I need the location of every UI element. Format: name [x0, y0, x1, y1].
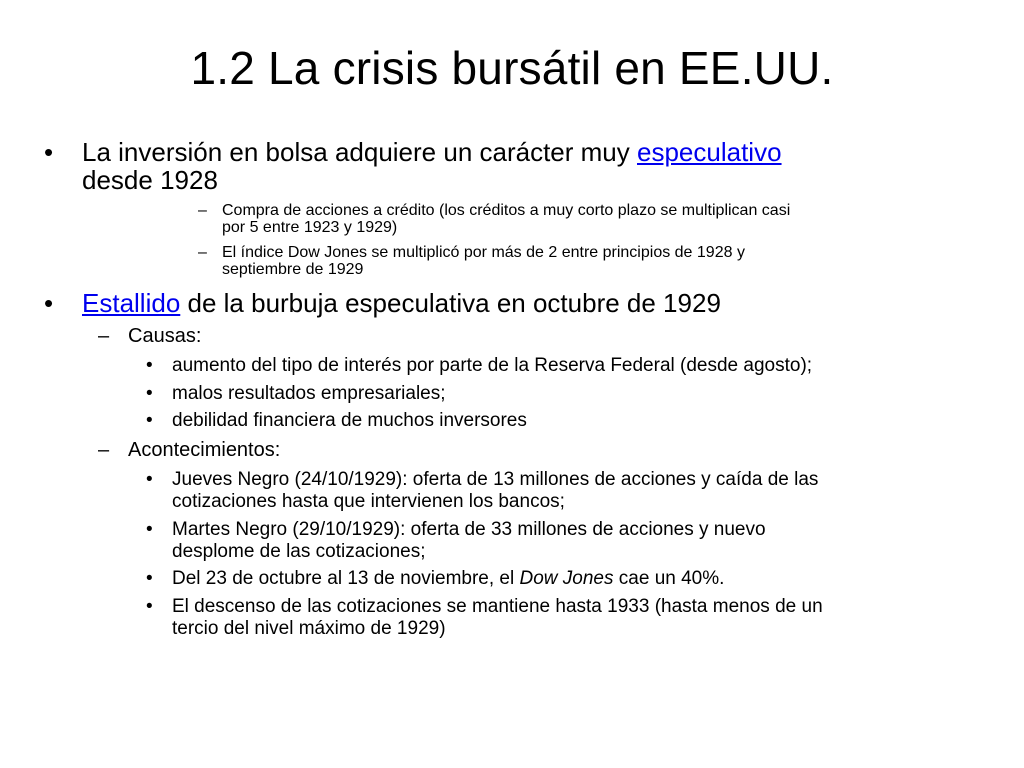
event-item-decline [146, 596, 982, 640]
credit-text-line2: por 5 entre 1923 y 1929) [222, 219, 398, 236]
burst-text: de la burbuja especulativa en octubre de 1929 [180, 288, 721, 318]
bullet-dot-icon: • [146, 355, 153, 376]
event-item-dow-drop [146, 568, 982, 590]
bullet-dash-icon: – [198, 244, 207, 261]
sub-item-credit [198, 202, 982, 236]
event-text-post: cae un 40%. [613, 568, 725, 589]
event-text-line2: desplome de las cotizaciones; [172, 541, 426, 562]
cause-text: aumento del tipo de interés por parte de la Reserva Federal (desde agosto); [172, 355, 813, 376]
sub-item-dow [198, 244, 982, 278]
sub-heading-causes [98, 325, 978, 347]
slide-title: 1.2 La crisis bursátil en EE.UU. [190, 42, 834, 94]
event-text-dowjones: Dow Jones [519, 568, 614, 589]
dow-text-line1: El índice Dow Jones se multiplicó por más de 2 entre principios de 1928 y [222, 244, 745, 261]
bullet-dot-icon: • [146, 383, 153, 404]
event-text-pre: Del 23 de octubre al 13 de noviembre, el [172, 568, 520, 589]
bullet-dot-icon: • [146, 469, 153, 490]
credit-text-line1: Compra de acciones a crédito (los créditos a muy corto plazo se multiplican casi [222, 202, 791, 219]
bullet-item-burst [44, 288, 982, 318]
cause-text: malos resultados empresariales; [172, 383, 446, 404]
bullet-dash-icon: – [198, 202, 207, 219]
estallido-link[interactable]: Estallido [82, 288, 181, 318]
cause-item [146, 410, 982, 432]
event-text-line1: El descenso de las cotizaciones se mantiene hasta 1933 (hasta menos de un [172, 596, 823, 617]
bullet-dash-icon: – [98, 439, 110, 461]
bullet-dot-icon: • [146, 519, 153, 540]
bullet-dot-icon: • [146, 568, 153, 589]
investment-text-cont: desde 1928 [82, 165, 218, 195]
event-text-line1: Martes Negro (29/10/1929): oferta de 33 millones de acciones y nuevo [172, 519, 766, 540]
bullet-dash-icon: – [98, 325, 110, 347]
cause-item [146, 383, 982, 405]
bullet-item-investment [44, 137, 982, 195]
event-text-line2: cotizaciones hasta que intervienen los bancos; [172, 491, 565, 512]
bullet-dot-icon: • [146, 410, 153, 431]
dow-text-line2: septiembre de 1929 [222, 261, 364, 278]
bullet-dot-icon: • [44, 288, 54, 318]
cause-item [146, 355, 982, 377]
bullet-dot-icon: • [146, 596, 153, 617]
events-label: Acontecimientos: [128, 439, 281, 461]
event-text-line2: tercio del nivel máximo de 1929) [172, 618, 446, 639]
especulativo-link[interactable]: especulativo [637, 137, 782, 167]
event-item-jueves [146, 469, 982, 513]
investment-text: La inversión en bolsa adquiere un carácter muy [82, 137, 637, 167]
event-text-line1: Jueves Negro (24/10/1929): oferta de 13 millones de acciones y caída de las [172, 469, 819, 490]
bullet-dot-icon: • [44, 137, 54, 167]
causes-label: Causas: [128, 325, 202, 347]
cause-text: debilidad financiera de muchos inversores [172, 410, 527, 431]
event-item-martes [146, 519, 982, 563]
sub-heading-events [98, 439, 978, 461]
